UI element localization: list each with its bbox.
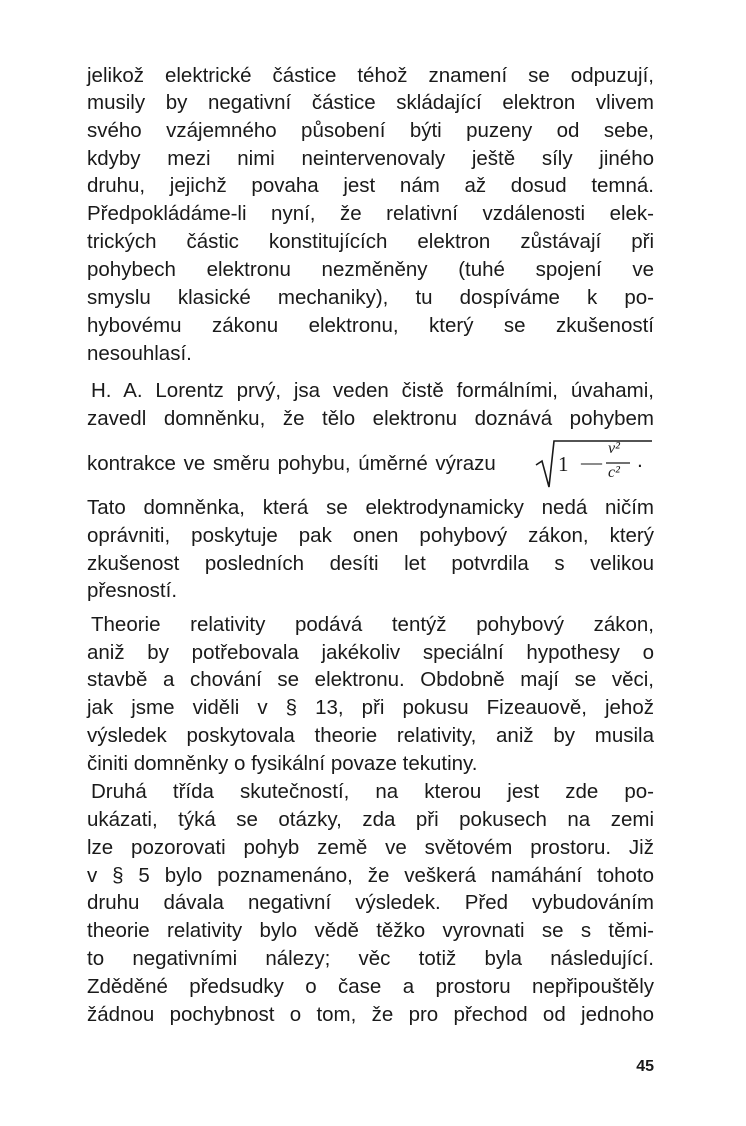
- text-line: Tato domněnka, která se elektrodynamicky nedá ničím: [87, 496, 654, 519]
- text-line: zavedl domněnku, že tělo elektronu doznává pohybem: [87, 407, 654, 430]
- formula-line: [87, 437, 654, 489]
- text-line: Druhá třída skutečností, na kterou jest zde po-: [91, 780, 654, 803]
- text-line: druhu dávala negativní výsledek. Před vybudováním: [87, 891, 654, 914]
- text-line: pohybech elektronu nezměněny (tuhé spojení ve: [87, 258, 654, 281]
- text-line: Zděděné předsudky o čase a prostoru nepřipouštěly: [87, 975, 654, 998]
- text-line: trických částic konstitujících elektron zůstávají při: [87, 230, 654, 253]
- text-line: aniž by potřebovala jakékoliv speciální hypothesy o: [87, 641, 654, 664]
- text-line: kdyby mezi nimi neintervenovaly ještě síly jiného: [87, 147, 654, 170]
- formula-denominator: c²: [608, 464, 620, 481]
- text-line: musily by negativní částice skládající elektron vlivem: [87, 91, 654, 114]
- text-line: jelikož elektrické částice téhož znamení se odpuzují,: [87, 64, 654, 87]
- text-line: ukázati, týká se otázky, zda při pokusech na zemi: [87, 808, 654, 831]
- text-line: svého vzájemného působení býti puzeny od sebe,: [87, 119, 654, 142]
- formula-line-text: kontrakce ve směru pohybu, úměrné výrazu: [87, 452, 496, 475]
- text-line: Theorie relativity podává tentýž pohybový zákon,: [91, 613, 654, 636]
- text-line: druhu, jejichž povaha jest nám až dosud temná.: [87, 174, 654, 197]
- text-line: činiti domněnky o fysikální povaze tekutiny.: [87, 752, 478, 775]
- text-line: hybovému zákonu elektronu, který se zkušeností: [87, 314, 654, 337]
- text-line: jak jsme viděli v § 13, při pokusu Fizeauově, jehož: [87, 696, 654, 719]
- text-line: smyslu klasické mechaniky), tu dospíváme k po-: [87, 286, 654, 309]
- text-line: výsledek poskytovala theorie relativity, aniž by musila: [87, 724, 654, 747]
- text-line: oprávniti, poskytuje pak onen pohybový zákon, který: [87, 524, 654, 547]
- text-line: stavbě a chování se elektronu. Obdobně mají se věci,: [87, 668, 654, 691]
- text-line: žádnou pochybnost o tom, že pro přechod od jednoho: [87, 1003, 654, 1026]
- text-line: Předpokládáme-li nyní, že relativní vzdálenosti elek-: [87, 202, 654, 225]
- text-line: nesouhlasí.: [87, 342, 192, 365]
- text-line: H. A. Lorentz prvý, jsa veden čistě formálními, úvahami,: [91, 379, 654, 402]
- text-line: zkušenost posledních desíti let potvrdila s velikou: [87, 552, 654, 575]
- page-number: 45: [636, 1058, 654, 1075]
- text-line: theorie relativity bylo vědě těžko vyrovnati se s těmi-: [87, 919, 654, 942]
- formula-numerator: v²: [608, 440, 620, 457]
- text-line: přesností.: [87, 579, 178, 602]
- sqrt-formula: [534, 437, 654, 489]
- formula-end: .: [637, 449, 643, 472]
- formula-minus: —: [581, 450, 602, 474]
- text-line: to negativními nálezy; věc totiž byla následující.: [87, 947, 654, 970]
- text-line: lze pozorovati pohyb země ve světovém prostoru. Již: [87, 836, 654, 859]
- formula-one: 1: [558, 452, 569, 476]
- text-line: v § 5 bylo poznamenáno, že veškerá namáhání tohoto: [87, 864, 654, 887]
